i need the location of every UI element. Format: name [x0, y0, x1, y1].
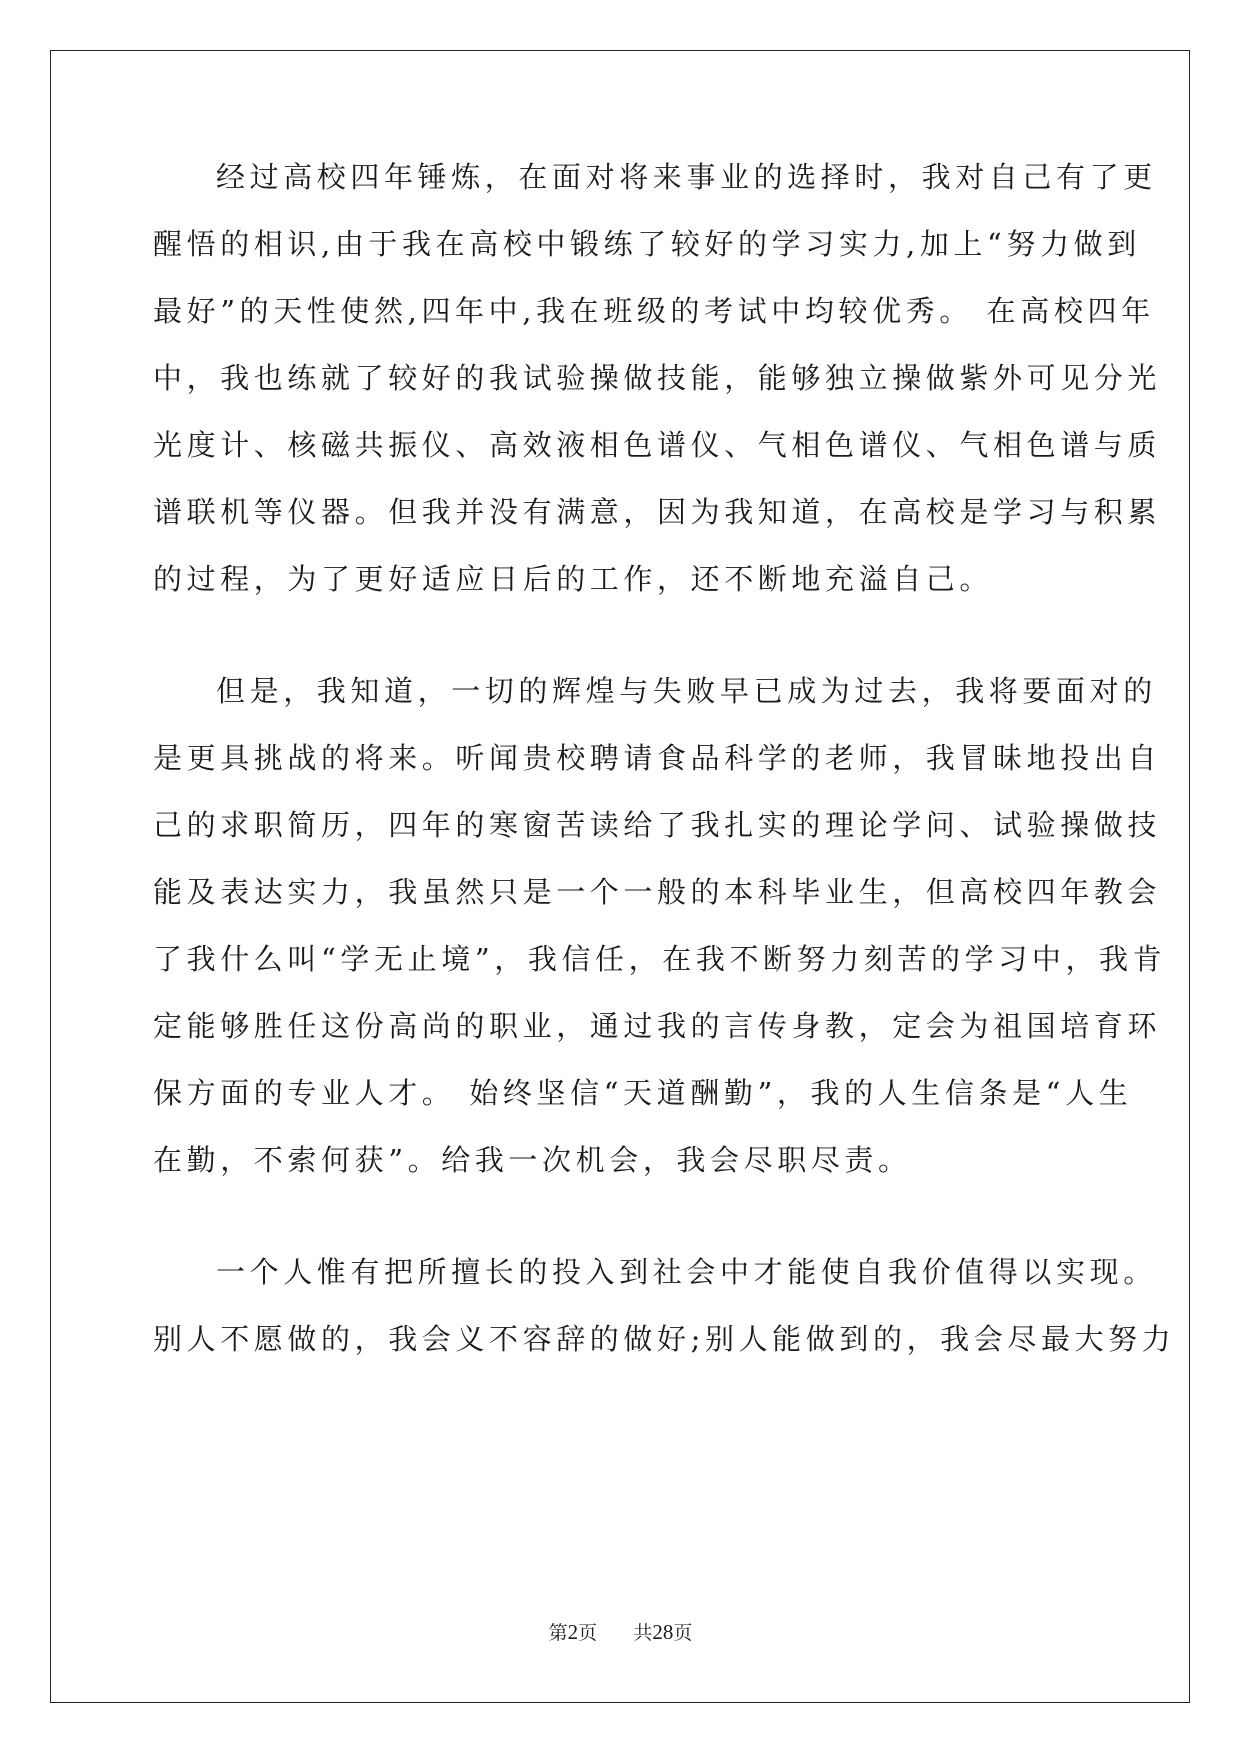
total-pages: 28 — [652, 1620, 674, 1644]
paragraph-1-line-6: 谱联机等仪器。但我并没有满意，因为我知道，在高校是学习与积累 — [153, 495, 1162, 529]
paragraph-2-line-6: 定能够胜任这份高尚的职业，通过我的言传身教，定会为祖国培育环 — [153, 1009, 1162, 1043]
page-number: 2 — [567, 1620, 579, 1644]
paragraph-3-line-2: 别人不愿做的，我会义不容辞的做好;别人能做到的，我会尽最大努力 — [153, 1322, 1176, 1356]
page-prefix: 第 — [548, 1622, 568, 1644]
paragraph-1-line-1: 经过高校四年锤炼，在面对将来事业的选择时，我对自己有了更 — [216, 160, 1157, 194]
paragraph-2-line-2: 是更具挑战的将来。听闻贵校聘请食品科学的老师，我冒昧地投出自 — [153, 741, 1162, 775]
total-prefix: 共 — [633, 1622, 653, 1644]
paragraph-1-line-5: 光度计、核磁共振仪、高效液相色谱仪、气相色谱仪、气相色谱与质 — [153, 428, 1162, 462]
paragraph-2-line-4: 能及表达实力，我虽然只是一个一般的本科毕业生，但高校四年教会 — [153, 875, 1162, 909]
paragraph-2-line-5: 了我什么叫“学无止境”，我信任，在我不断努力刻苦的学习中，我肯 — [153, 942, 1167, 976]
total-suffix: 页 — [673, 1622, 693, 1644]
paragraph-2-line-7: 保方面的专业人才。 始终坚信“天道酬勤”，我的人生信条是“人生 — [153, 1076, 1133, 1110]
paragraph-2-line-8: 在勤，不索何获”。给我一次机会，我会尽职尽责。 — [153, 1143, 912, 1177]
paragraph-2-line-1: 但是，我知道，一切的辉煌与失败早已成为过去，我将要面对的 — [216, 674, 1157, 708]
page-suffix: 页 — [578, 1622, 598, 1644]
page-footer — [0, 1618, 1241, 1645]
paragraph-2-line-3: 己的求职简历，四年的寒窗苦读给了我扎实的理论学问、试验操做技 — [153, 808, 1162, 842]
paragraph-1-line-3: 最好”的天性使然,四年中,我在班级的考试中均较优秀。 在高校四年 — [153, 294, 1155, 328]
paragraph-1-line-4: 中，我也练就了较好的我试验操做技能，能够独立操做紫外可见分光 — [153, 361, 1162, 395]
paragraph-1-line-2: 醒悟的相识,由于我在高校中锻练了较好的学习实力,加上“努力做到 — [153, 227, 1141, 261]
paragraph-3-line-1: 一个人惟有把所擅长的投入到社会中才能使自我价值得以实现。 — [216, 1255, 1157, 1289]
paragraph-1-line-7: 的过程，为了更好适应日后的工作，还不断地充溢自己。 — [153, 562, 994, 596]
